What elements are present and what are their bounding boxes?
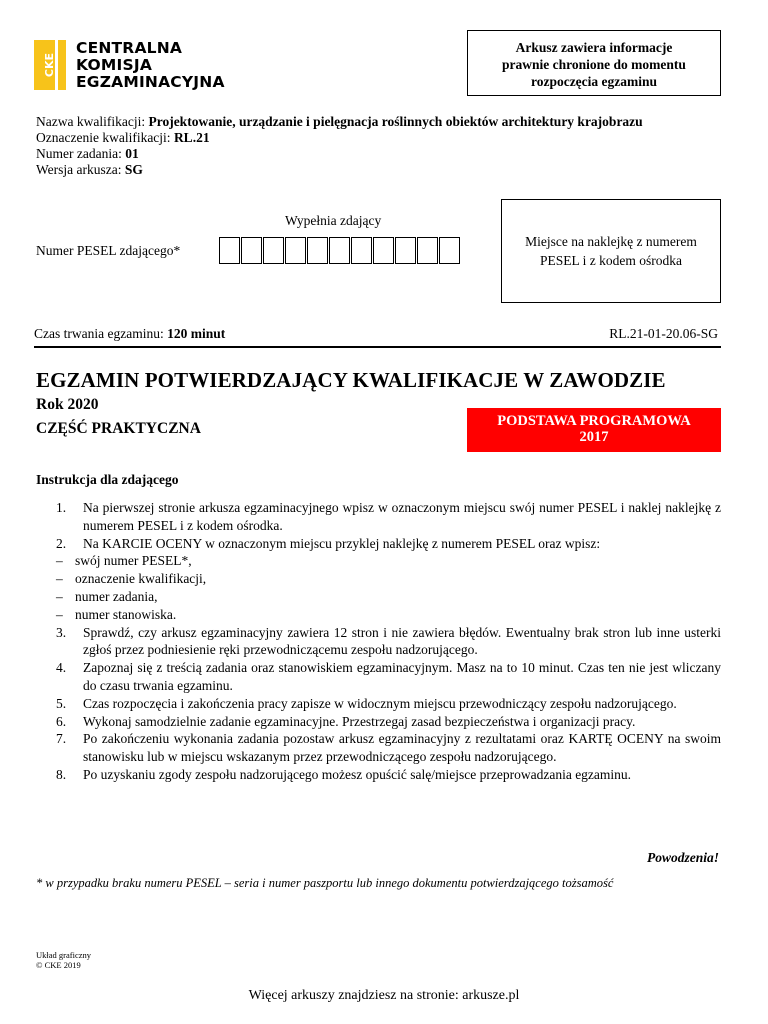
cke-logo-icon [34, 40, 66, 90]
subitem-dash: – [56, 606, 63, 622]
qualification-info [36, 114, 643, 178]
pesel-digit-box[interactable] [219, 237, 240, 264]
subitem-text: oznaczenie kwalifikacji, [75, 571, 207, 587]
instruction-text: Zapoznaj się z treścią zadania oraz stanowiskiem egzaminacyjnym. Masz na to 10 minut. Czas ten nie jest wliczany do czasu trwania egzaminu. [83, 660, 721, 693]
instruction-text: Sprawdź, czy arkusz egzaminacyjny zawiera 12 stron i nie zawiera błędów. Ewentualny brak stron lub inne usterki zgłoś przez podniesienie ręki przewodniczącemu zespołu nadzorującego. [83, 624, 721, 658]
instruction-subitem [56, 588, 721, 606]
pesel-digit-box[interactable] [373, 237, 394, 264]
instruction-item [56, 766, 721, 784]
horizontal-divider [34, 346, 721, 348]
subitem-dash: – [56, 588, 63, 604]
footnote: * w przypadku braku numeru PESEL – seria i numer paszportu lub innego dokumentu potwierdzającego tożsamość [36, 876, 614, 890]
instruction-number: 8. [56, 766, 67, 782]
task-number-label: Numer zadania: [36, 146, 126, 161]
pesel-digit-box[interactable] [285, 237, 306, 264]
instruction-item [56, 713, 721, 731]
instructions-list [56, 499, 721, 784]
protected-info-box [467, 30, 721, 96]
qualification-name-row [36, 114, 643, 130]
instruction-number: 6. [56, 713, 67, 729]
instruction-item [56, 499, 721, 535]
qualification-code-label: Oznaczenie kwalifikacji: [36, 130, 174, 145]
sheet-version-value: SG [124, 162, 143, 177]
pesel-digit-box[interactable] [351, 237, 372, 264]
instruction-text: Na pierwszej stronie arkusza egzaminacyjnego wpisz w oznaczonym miejscu swój numer PESEL i naklej naklejkę z numerem PESEL i z kodem ośrodka. [83, 500, 721, 533]
core-curriculum-badge [467, 408, 721, 452]
qualification-name-value: Projektowanie, urządzanie i pielęgnacja roślinnych obiektów architektury krajobrazu [148, 114, 643, 129]
cke-logo [34, 40, 244, 92]
sticker-placeholder-line: Miejsce na naklejkę z numerem [525, 234, 697, 249]
qualification-name-label: Nazwa kwalifikacji: [36, 114, 149, 129]
pesel-digit-box[interactable] [417, 237, 438, 264]
instruction-text: Po uzyskaniu zgody zespołu nadzorującego możesz opuścić salę/miejsce przeprowadzania egzaminu. [83, 766, 632, 782]
protected-info-line: prawnie chronione do momentu [502, 57, 686, 72]
task-number-row [36, 146, 643, 162]
pesel-digit-box[interactable] [307, 237, 328, 264]
exam-duration-value: 120 minut [167, 326, 226, 341]
sheet-version-label: Wersja arkusza: [36, 162, 125, 177]
instruction-item [56, 659, 721, 695]
protected-info-line: Arkusz zawiera informacje [515, 40, 673, 55]
exam-year: Rok 2020 [36, 396, 99, 413]
instruction-item [56, 624, 721, 660]
subitem-dash: – [56, 553, 63, 569]
logo-line: EGZAMINACYJNA [76, 73, 225, 91]
pesel-digit-box[interactable] [439, 237, 460, 264]
layout-credit-line: Układ graficzny [36, 950, 91, 960]
core-curriculum-badge-line: PODSTAWA PROGRAMOWA [497, 413, 691, 429]
instruction-subitem [56, 606, 721, 624]
subitem-text: swój numer PESEL*, [75, 553, 192, 569]
instruction-subitem [56, 552, 721, 570]
instruction-number: 3. [56, 624, 67, 640]
instruction-number: 1. [56, 500, 67, 515]
layout-credit [36, 950, 91, 970]
exam-part: CZĘŚĆ PRAKTYCZNA [36, 420, 201, 437]
sheet-code: RL.21-01-20.06-SG [609, 326, 718, 341]
logo-mark-text: CKE [43, 52, 56, 78]
instruction-number: 4. [56, 660, 67, 676]
pesel-digit-box[interactable] [395, 237, 416, 264]
instruction-number: 7. [56, 731, 67, 747]
instruction-item [56, 535, 721, 553]
good-luck-text: Powodzenia! [646, 850, 719, 865]
subitem-dash: – [56, 571, 63, 587]
layout-credit-line: © CKE 2019 [36, 960, 81, 970]
pesel-digit-box[interactable] [263, 237, 284, 264]
instruction-text: Na KARCIE OCENY w oznaczonym miejscu przyklej naklejkę z numerem PESEL oraz wpisz: [83, 535, 601, 551]
subitem-text: numer zadania, [75, 588, 158, 604]
more-sheets-note: Więcej arkuszy znajdziesz na stronie: arkusze.pl [248, 988, 520, 1003]
protected-info-line: rozpoczęcia egzaminu [530, 74, 658, 89]
sticker-placeholder-line: PESEL i z kodem ośrodka [540, 253, 682, 268]
pesel-label: Numer PESEL zdającego* [36, 243, 181, 258]
filled-by-candidate-label: Wypełnia zdający [285, 213, 382, 228]
sheet-version-row [36, 162, 643, 178]
pesel-digit-box[interactable] [241, 237, 262, 264]
task-number-value: 01 [125, 146, 139, 161]
instruction-text: Czas rozpoczęcia i zakończenia pracy zapisze w widocznym miejscu przewodniczący zespołu nadzorującego. [83, 695, 677, 711]
sticker-placeholder-box [501, 199, 721, 303]
instruction-subitem [56, 570, 721, 588]
qualification-code-row [36, 130, 643, 146]
logo-text [76, 40, 225, 91]
logo-line: KOMISJA [76, 56, 153, 74]
instruction-number: 2. [56, 535, 67, 551]
instruction-text: Wykonaj samodzielnie zadanie egzaminacyjne. Przestrzegaj zasad bezpieczeństwa i organizacji pracy. [83, 713, 636, 729]
logo-line: CENTRALNA [76, 39, 183, 57]
exam-duration [34, 326, 225, 342]
instruction-text: Po zakończeniu wykonania zadania pozostaw arkusz egzaminacyjny z rezultatami oraz KARTĘ OCENY na swoim stanowisku lub w miejscu wskazanym przez przewodniczącego zespołu nadzorującego. [83, 731, 721, 765]
pesel-input-boxes[interactable] [219, 237, 461, 264]
subitem-text: numer stanowiska. [75, 606, 177, 622]
instruction-item [56, 730, 721, 766]
qualification-code-value: RL.21 [173, 130, 210, 145]
pesel-digit-box[interactable] [329, 237, 350, 264]
instruction-number: 5. [56, 695, 67, 711]
instructions-title: Instrukcja dla zdającego [36, 472, 179, 487]
core-curriculum-badge-year: 2017 [579, 429, 609, 445]
instruction-item [56, 695, 721, 713]
exam-duration-label: Czas trwania egzaminu: [34, 326, 168, 341]
exam-title: EGZAMIN POTWIERDZAJĄCY KWALIFIKACJE W ZAWODZIE [36, 368, 666, 392]
